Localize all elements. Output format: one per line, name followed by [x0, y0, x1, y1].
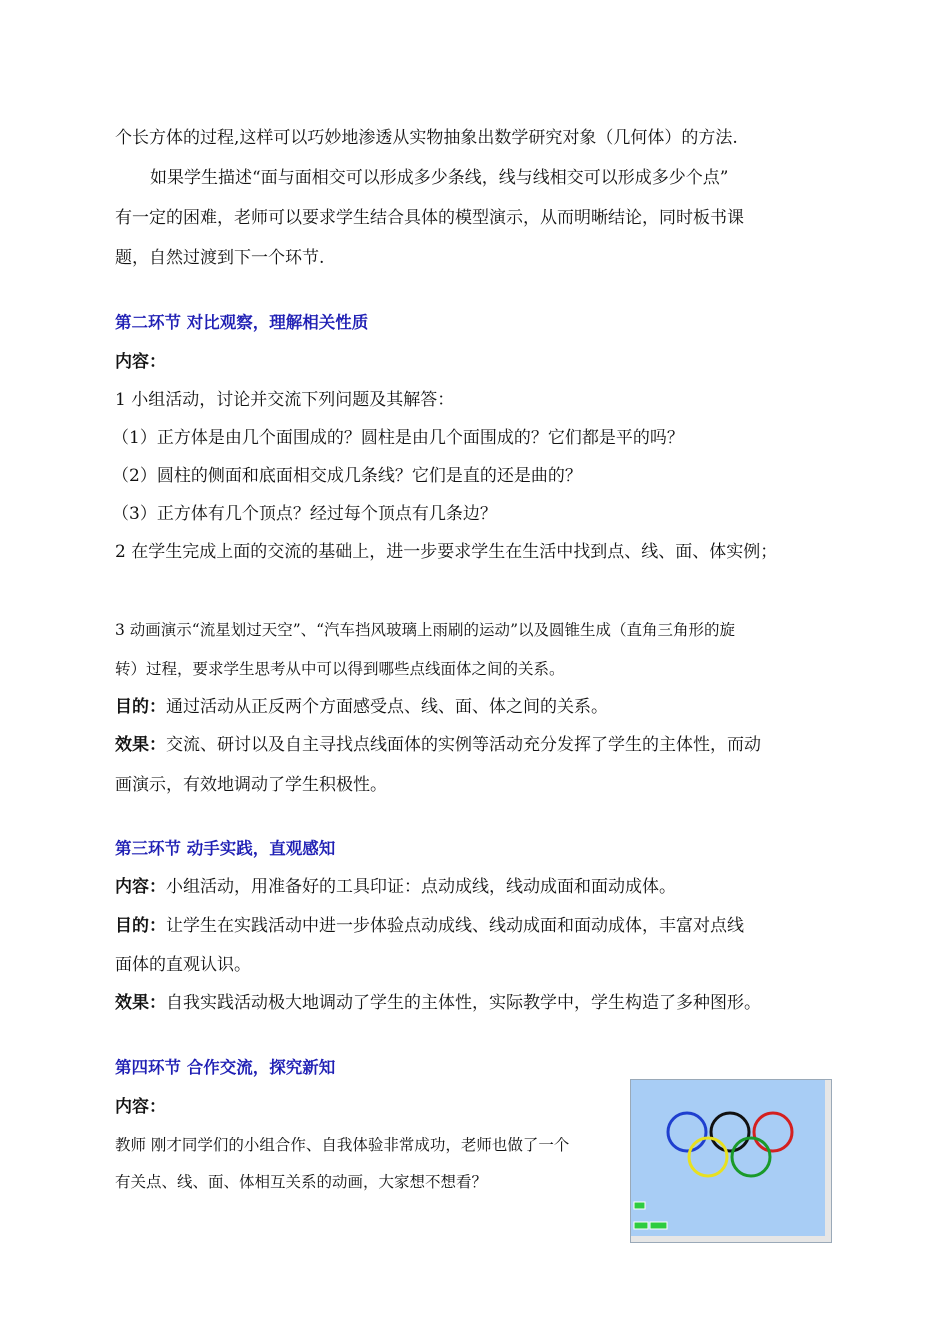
- figure-scrollbar: [825, 1080, 831, 1242]
- section-heading: 第四环节 合作交流，探究新知: [115, 1058, 336, 1077]
- content-label: 内容：: [115, 1097, 166, 1117]
- olympic-rings-graphic: [631, 1080, 831, 1242]
- list-item: [115, 388, 454, 412]
- effect-label: 效果：: [115, 735, 166, 755]
- effect-label: 效果：: [115, 993, 166, 1013]
- figure-bottom-bar: [631, 1236, 831, 1242]
- goal-label: 目的：: [115, 916, 166, 936]
- effect-line: [115, 733, 761, 757]
- goal-text: 让学生在实践活动中进一步体验点动成线、线动成面和面动成体，丰富对点线: [166, 916, 744, 936]
- paragraph-line: 有关点、线、面、体相互关系的动画，大家想不想看？: [115, 1173, 488, 1191]
- content-label: 内容：: [115, 877, 166, 897]
- paragraph-line: 个长方体的过程,这样可以巧妙地渗透从实物抽象出数学研究对象（几何体）的方法.: [115, 128, 738, 148]
- goal-text: 通过活动从正反两个方面感受点、线、面、体之间的关系。: [166, 697, 608, 717]
- content-line: [115, 875, 676, 899]
- goal-label: 目的：: [115, 697, 166, 717]
- content-label: 内容：: [115, 352, 166, 372]
- list-item: 转）过程，要求学生思考从中可以得到哪些点线面体之间的关系。: [115, 660, 565, 678]
- green-control-button[interactable]: [634, 1202, 645, 1209]
- paragraph-line: 画演示，有效地调动了学生积极性。: [115, 775, 387, 795]
- olympic-rings-animation-screenshot: [630, 1079, 832, 1243]
- effect-text: 交流、研讨以及自主寻找点线面体的实例等活动充分发挥了学生的主体性，而动: [166, 735, 761, 755]
- question-item: （3）正方体有几个顶点？经过每个顶点有几条边？: [112, 504, 497, 524]
- list-item: 2 在学生完成上面的交流的基础上，进一步要求学生在生活中找到点、线、面、体实例；: [115, 542, 778, 562]
- list-item-text: 1 小组活动，讨论并交流下列问题及其解答：: [115, 390, 455, 410]
- question-item: （2）圆柱的侧面和底面相交成几条线？它们是直的还是曲的？: [112, 466, 582, 486]
- list-item: 3 动画演示“流星划过天空”、“汽车挡风玻璃上雨刷的运动”以及圆锥生成（直角三角形的旋: [115, 621, 735, 639]
- content-text: 小组活动，用准备好的工具印证：点动成线，线动成面和面动成体。: [166, 877, 676, 897]
- section-heading: 第二环节 对比观察，理解相关性质: [115, 313, 369, 332]
- paragraph-line: 有一定的困难，老师可以要求学生结合具体的模型演示，从而明晰结论，同时板书课: [115, 208, 744, 228]
- goal-line: [115, 695, 608, 719]
- effect-text: 自我实践活动极大地调动了学生的主体性，实际教学中，学生构造了多种图形。: [166, 993, 761, 1013]
- section-heading: 第三环节 动手实践，直观感知: [115, 839, 336, 858]
- paragraph-line: 面体的直观认识。: [115, 955, 251, 975]
- paragraph-line: 如果学生描述“面与面相交可以形成多少条线，线与线相交可以形成多少个点”: [150, 168, 729, 188]
- effect-line: [115, 991, 761, 1015]
- paragraph-line: 题，自然过渡到下一个环节.: [115, 248, 325, 268]
- question-item: （1）正方体是由几个面围成的？圆柱是由几个面围成的？它们都是平的吗？: [112, 428, 684, 448]
- goal-line: [115, 914, 744, 938]
- green-control-button[interactable]: [650, 1222, 667, 1229]
- green-control-button[interactable]: [634, 1222, 648, 1229]
- paragraph-line: 教师 刚才同学们的小组合作、自我体验非常成功，老师也做了一个: [115, 1136, 570, 1154]
